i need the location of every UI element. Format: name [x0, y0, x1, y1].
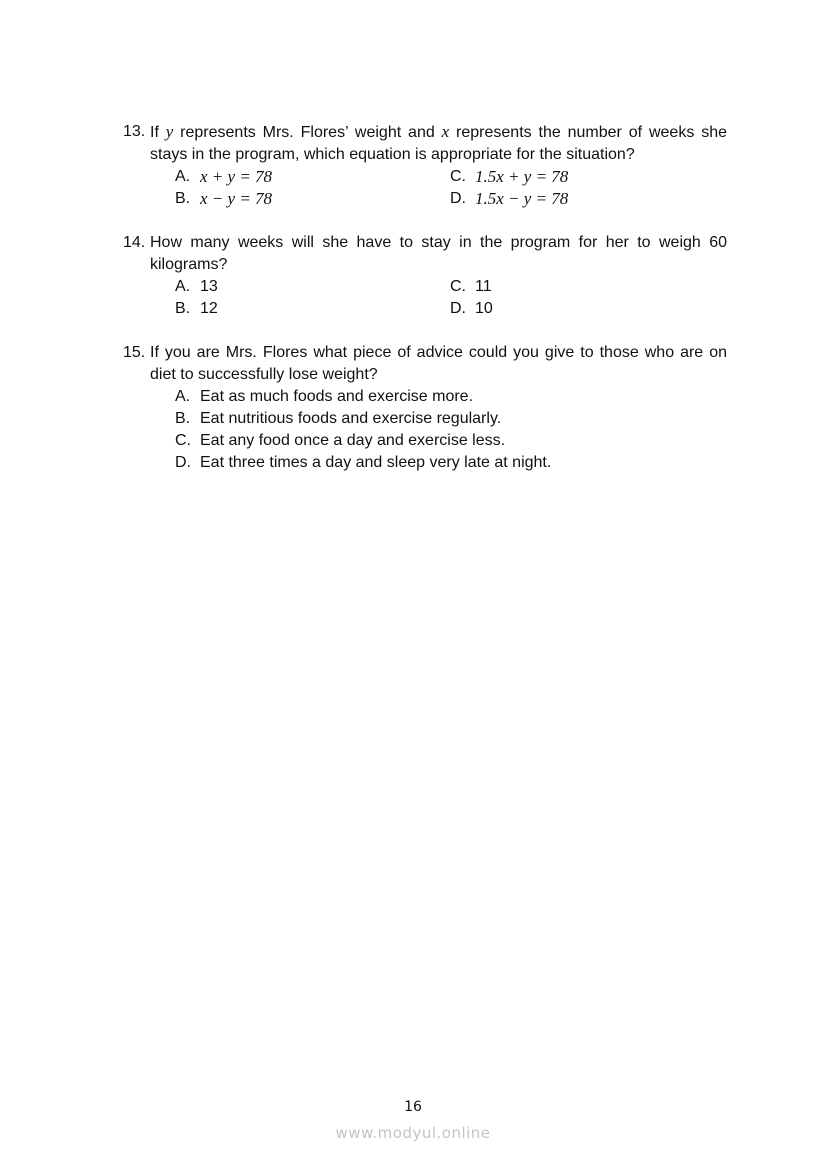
option-value: Eat three times a day and sleep very late at night. — [200, 454, 552, 471]
text-part: If — [150, 124, 166, 141]
watermark: www.modyul.online — [335, 1124, 491, 1142]
option-value: Eat any food once a day and exercise less. — [200, 432, 506, 449]
options — [175, 166, 727, 210]
question-number: 14. — [123, 234, 146, 251]
question-14 — [123, 232, 727, 320]
option-value: Eat as much foods and exercise more. — [200, 388, 474, 405]
option-a — [175, 386, 727, 408]
question-number: 13. — [123, 123, 146, 140]
question-text: If you are Mrs. Flores what piece of advice could you give to those who are on diet to successfully lose weight? — [150, 344, 727, 383]
page-number: 16 — [404, 1099, 422, 1115]
option-label: A. — [175, 278, 191, 295]
option-value: x − y = 78 — [200, 189, 273, 208]
options — [175, 276, 727, 320]
option-value: 12 — [200, 300, 218, 317]
option-value: Eat nutritious foods and exercise regularly. — [200, 410, 502, 427]
option-b — [175, 188, 727, 210]
option-d — [450, 188, 750, 210]
option-value: 1.5x − y = 78 — [475, 189, 569, 208]
option-value: 11 — [475, 278, 492, 295]
question-text: How many weeks will she have to stay in the program for her to weigh 60 kilograms? — [150, 234, 727, 273]
option-a — [175, 166, 727, 188]
option-label: A. — [175, 388, 191, 405]
option-b — [175, 298, 727, 320]
option-label: C. — [450, 278, 466, 295]
question-15 — [123, 342, 727, 474]
option-d — [175, 452, 727, 474]
option-label: D. — [175, 454, 191, 471]
question-number: 15. — [123, 344, 146, 361]
math-var: y — [165, 122, 174, 141]
option-label: D. — [450, 300, 466, 317]
option-d — [450, 298, 750, 320]
option-value: x + y = 78 — [200, 167, 273, 186]
option-c — [450, 166, 750, 188]
question-text — [150, 121, 727, 166]
option-value: 10 — [475, 300, 493, 317]
option-label: C. — [450, 168, 466, 185]
option-label: D. — [450, 190, 466, 207]
option-a — [175, 276, 727, 298]
option-label: A. — [175, 168, 191, 185]
text-part: represents the number of weeks she stays in the program, which equation is appropriate for the situation? — [150, 124, 727, 163]
option-label: C. — [175, 432, 191, 449]
options — [175, 386, 727, 474]
math-var: x — [441, 122, 450, 141]
option-c — [175, 430, 727, 452]
option-label: B. — [175, 300, 191, 317]
option-label: B. — [175, 410, 191, 427]
question-13 — [123, 121, 727, 210]
option-value: 1.5x + y = 78 — [475, 167, 569, 186]
option-label: B. — [175, 190, 191, 207]
option-b — [175, 408, 727, 430]
option-c — [450, 276, 750, 298]
option-value: 13 — [200, 278, 218, 295]
text-part: represents Mrs. Flores’ weight and — [173, 124, 442, 141]
